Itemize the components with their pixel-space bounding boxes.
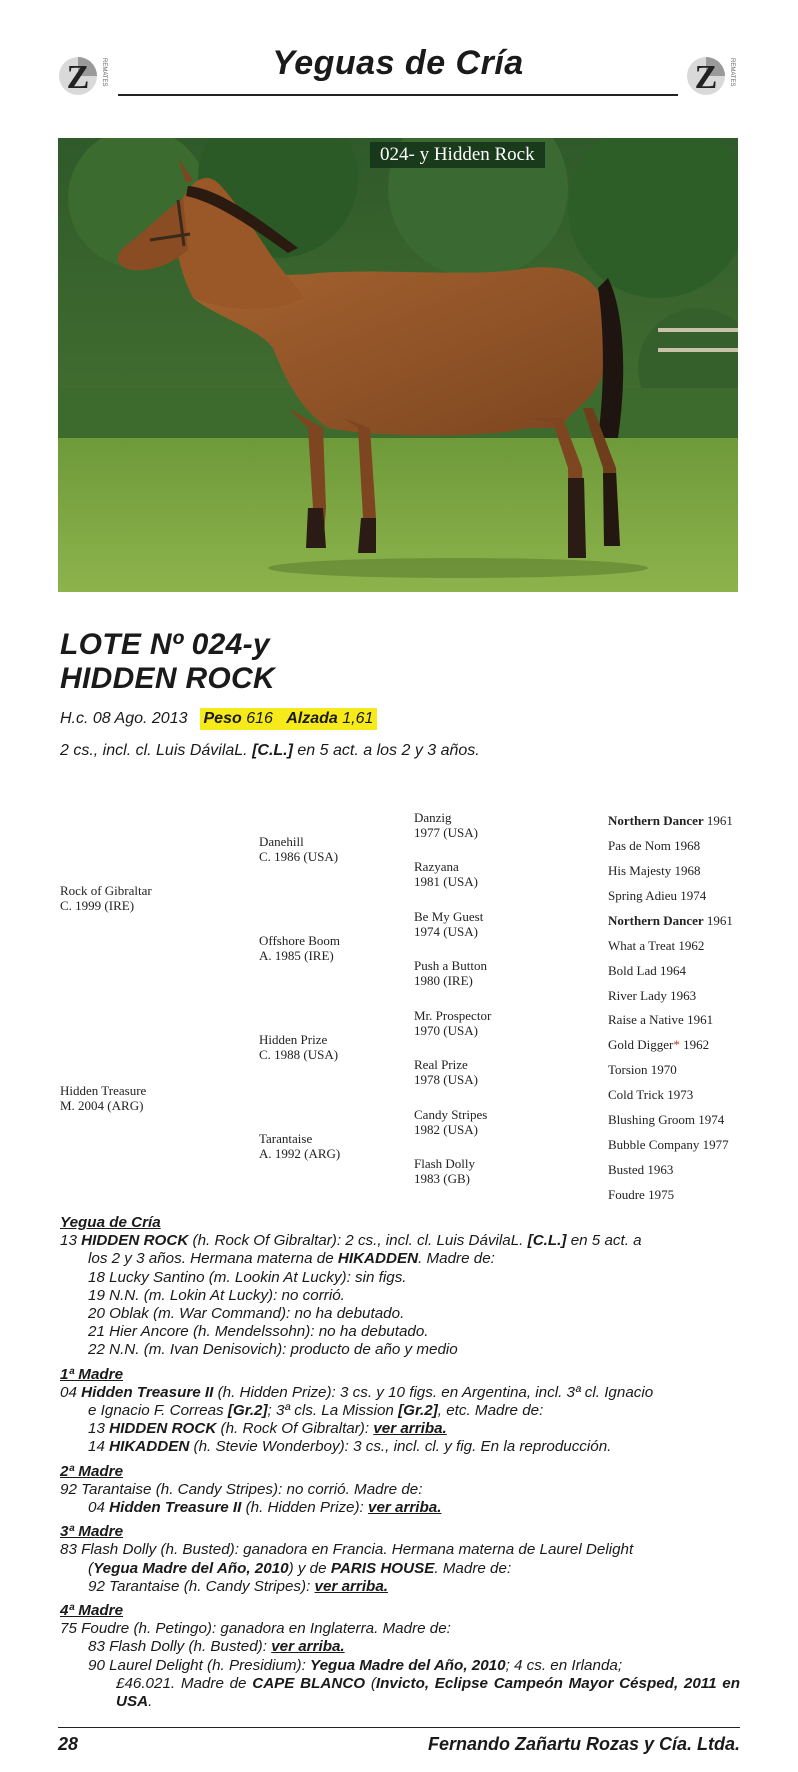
section-heading: 3ª Madre — [60, 1523, 124, 1541]
entry-text: £46.021. Madre de — [116, 1674, 247, 1692]
madre1-section — [60, 1366, 740, 1457]
pedigree-gen4-entry — [608, 888, 706, 903]
pedigree-horse-name: Candy Stripes — [414, 1107, 488, 1122]
pedigree-horse-name: Raise a Native — [608, 1012, 684, 1027]
pedigree-dam — [60, 1083, 146, 1113]
pedigree-horse-name: Flash Dolly — [414, 1156, 476, 1171]
pedigree-gen2 — [259, 834, 338, 864]
entry-text: los 2 y 3 años. Hermana materna de — [88, 1250, 334, 1268]
entry-text: , etc. Madre de: — [437, 1402, 544, 1420]
madre3-section — [60, 1523, 740, 1596]
pedigree-horse-year: 1961 — [706, 813, 733, 828]
page-number: 28 — [58, 1734, 79, 1754]
entry-text: en 5 act. a — [570, 1232, 642, 1250]
summary-text: 2 cs., incl. cl. Luis DávilaL. — [60, 742, 248, 759]
award-text: Yegua Madre del Año, 2010 — [93, 1559, 289, 1577]
family-line — [60, 1402, 740, 1420]
entry-text: . Madre de: — [418, 1250, 495, 1268]
logo-letter: Z — [694, 59, 718, 96]
pedigree-gen2 — [259, 933, 340, 963]
entry-text: ( — [88, 1559, 94, 1577]
pedigree-horse-name: Real Prize — [414, 1057, 468, 1072]
logo-word: REMATES — [101, 58, 107, 87]
pedigree-horse-name: Gold Digger — [608, 1037, 674, 1052]
pedigree-horse-year: 1962 — [678, 938, 705, 953]
horse-name: HIKADDEN — [337, 1250, 419, 1268]
pedigree-horse-year: 1963 — [647, 1162, 674, 1177]
pedigree-gen4-entry — [608, 913, 733, 928]
offspring-line: 18 Lucky Santino (m. Lookin At Lucky): sin figs. — [88, 1268, 407, 1286]
entry-class: [Gr.2] — [398, 1402, 438, 1420]
weight-height-badge — [200, 708, 378, 730]
family-line — [60, 1232, 740, 1250]
pedigree-horse-year: 1974 — [698, 1112, 725, 1127]
offspring-line: 20 Oblak (m. War Command): no ha debutado. — [88, 1305, 405, 1323]
pedigree-horse-name: Blushing Groom — [608, 1112, 696, 1127]
offspring-line: 21 Hier Ancore (h. Mendelssohn): no ha debutado. — [88, 1323, 429, 1341]
award-text: Invicto, Eclipse Campeón Mayor — [375, 1674, 614, 1692]
entry-text: (h. Hidden Prize): — [245, 1499, 364, 1517]
asterisk-mark: * — [673, 1037, 680, 1052]
entry-text: . Madre de: — [434, 1559, 512, 1577]
pedigree-horse-name: His Majesty — [608, 863, 672, 878]
horse-name: Hidden Treasure II — [109, 1499, 242, 1517]
pedigree-horse-name: Push a Button — [414, 958, 487, 973]
birth-info: H.c. 08 Ago. 2013 — [60, 710, 188, 727]
pedigree-gen4-entry — [608, 1112, 724, 1127]
pedigree-horse-name: Busted — [608, 1162, 645, 1177]
entry-number: 04 — [88, 1499, 105, 1517]
pedigree-horse-name: River Lady — [608, 988, 667, 1003]
entry-text: 92 Tarantaise (h. Candy Stripes): — [88, 1577, 311, 1595]
offspring-line — [60, 1420, 740, 1438]
offspring-line — [60, 1499, 740, 1517]
entry-text: ) y de — [288, 1559, 327, 1577]
pedigree-horse-info: C. 1986 (USA) — [259, 849, 339, 864]
entry-text: ( — [370, 1674, 376, 1692]
see-above-link[interactable]: ver arriba. — [373, 1420, 447, 1438]
family-line: 83 Flash Dolly (h. Busted): ganadora en Francia. Hermana materna de Laurel Delight — [60, 1541, 634, 1559]
pedigree-gen2 — [259, 1131, 340, 1161]
entry-text: 90 Laurel Delight (h. Presidium): — [88, 1656, 306, 1674]
pedigree-horse-year: 1973 — [667, 1087, 694, 1102]
see-above-link[interactable]: ver arriba. — [368, 1499, 442, 1517]
horse-name: HIKADDEN — [109, 1438, 190, 1456]
pedigree-horse-name: Be My Guest — [414, 909, 484, 924]
pedigree-gen4-entry — [608, 863, 700, 878]
pedigree-horse-year: 1961 — [687, 1012, 714, 1027]
pedigree-gen4-entry — [608, 1087, 693, 1102]
pedigree-gen4-entry — [608, 938, 704, 953]
pedigree-horse-name: Spring Adieu — [608, 888, 677, 903]
family-line — [60, 1560, 740, 1578]
pedigree-gen4-entry — [608, 813, 733, 828]
pedigree-gen3 — [414, 1156, 475, 1186]
entry-text: 83 Flash Dolly (h. Busted): — [88, 1638, 267, 1656]
photo-caption: 024- y Hidden Rock — [370, 142, 545, 168]
entry-number: 13 — [60, 1232, 77, 1250]
pedigree-horse-name: Tarantaise — [259, 1131, 313, 1146]
pedigree-horse-year: 1961 — [706, 913, 733, 928]
see-above-link[interactable]: ver arriba. — [314, 1577, 389, 1595]
pedigree-horse-name: Bold Lad — [608, 963, 657, 978]
entry-class: [Gr.2] — [227, 1402, 268, 1420]
section-heading: Yegua de Cría — [60, 1214, 161, 1231]
entry-text: ; 4 cs. en Irlanda; — [505, 1656, 623, 1674]
pedigree-horse-name: Foudre — [608, 1187, 645, 1202]
pedigree-horse-name: What a Treat — [608, 938, 676, 953]
horse-name: CAPE BLANCO — [252, 1674, 366, 1692]
header-divider — [118, 94, 678, 96]
pedigree-horse-name: Offshore Boom — [259, 933, 341, 948]
pedigree-gen4-entry — [608, 1137, 729, 1152]
page-header — [58, 44, 738, 102]
pedigree-horse-name: Pas de Nom — [608, 838, 671, 853]
pedigree-gen4-entry — [608, 1037, 709, 1052]
pedigree-horse-info: A. 1992 (ARG) — [259, 1146, 341, 1161]
madre4-section — [60, 1602, 740, 1711]
horse-name: HIDDEN ROCK — [109, 1420, 217, 1438]
section-heading: 4ª Madre — [60, 1602, 124, 1620]
peso-label: Peso — [203, 710, 242, 727]
pedigree-horse-info: 1982 (USA) — [414, 1122, 478, 1137]
race-summary — [60, 742, 480, 760]
horse-name: HIDDEN ROCK — [60, 662, 275, 695]
offspring-line: 19 N.N. (m. Lokin At Lucky): no corrió. — [88, 1286, 345, 1304]
pedigree-horse-name: Torsion — [608, 1062, 648, 1077]
entry-text: (h. Rock Of Gibraltar): — [220, 1420, 370, 1438]
offspring-line — [60, 1578, 740, 1596]
family-line — [60, 1384, 740, 1402]
pedigree-horse-info: 1981 (USA) — [414, 874, 478, 889]
pedigree-gen4-entry — [608, 1162, 673, 1177]
horse-name: Hidden Treasure II — [81, 1383, 214, 1401]
pedigree-gen3 — [414, 859, 478, 889]
pedigree-gen4-entry — [608, 988, 696, 1003]
pedigree-horse-info: 1977 (USA) — [414, 825, 478, 840]
entry-class: [C.L.] — [527, 1232, 567, 1250]
pedigree-gen4-entry — [608, 1012, 713, 1027]
pedigree-horse-info: 1983 (GB) — [414, 1171, 470, 1186]
remates-logo-icon — [686, 52, 738, 100]
pedigree-horse-info: M. 2004 (ARG) — [60, 1098, 144, 1113]
pedigree-gen4-entry — [608, 963, 686, 978]
family-section — [60, 1214, 740, 1717]
pedigree-horse-name: Hidden Treasure — [60, 1083, 147, 1098]
pedigree-horse-name: Cold Trick — [608, 1087, 664, 1102]
pedigree-gen4-entry — [608, 1187, 674, 1202]
pedigree-horse-year: 1964 — [660, 963, 686, 978]
alzada-label: Alzada — [286, 710, 338, 727]
pedigree-gen3 — [414, 958, 487, 988]
pedigree-horse-year: 1975 — [648, 1187, 675, 1202]
company-name: Fernando Zañartu Rozas y Cía. Ltda. — [427, 1734, 740, 1754]
alzada-value: 1,61 — [342, 710, 374, 727]
pedigree-horse-year: 1974 — [680, 888, 707, 903]
madre2-section — [60, 1463, 740, 1518]
family-line — [60, 1250, 740, 1268]
pedigree-gen4-entry — [608, 838, 700, 853]
pedigree-sire — [60, 883, 152, 913]
pedigree-horse-name: Northern Dancer — [608, 813, 704, 828]
lot-number: LOTE Nº 024-y — [60, 628, 270, 661]
pedigree-gen2 — [259, 1032, 338, 1062]
award-text: Yegua Madre del Año, 2010 — [310, 1656, 506, 1674]
pedigree-horse-info: C. 1999 (IRE) — [60, 898, 135, 913]
pedigree-gen3 — [414, 1107, 487, 1137]
offspring-line — [60, 1438, 740, 1456]
entry-text: e Ignacio F. Correas — [88, 1402, 224, 1420]
pedigree-horse-year: 1970 — [650, 1062, 677, 1077]
pedigree-horse-name: Razyana — [414, 859, 459, 874]
family-line: 92 Tarantaise (h. Candy Stripes): no corrió. Madre de: — [60, 1480, 423, 1498]
pedigree-horse-info: 1978 (USA) — [414, 1072, 478, 1087]
entry-number: 13 — [88, 1420, 105, 1438]
pedigree-horse-name: Rock of Gibraltar — [60, 883, 152, 898]
entry-text: . — [148, 1693, 153, 1711]
offspring-line: 22 N.N. (m. Ivan Denisovich): producto de año y medio — [88, 1341, 458, 1359]
pedigree-horse-year: 1963 — [670, 988, 697, 1003]
pedigree-horse-year: 1968 — [674, 863, 701, 878]
summary-class: [C.L.] — [252, 742, 293, 759]
offspring-line — [60, 1638, 740, 1656]
horse-photo — [58, 138, 738, 592]
page-title: Yeguas de Cría — [272, 44, 524, 82]
pedigree-gen3 — [414, 810, 478, 840]
summary-text-end: en 5 act. a los 2 y 3 años. — [297, 742, 480, 759]
pedigree-horse-name: Bubble Company — [608, 1137, 700, 1152]
pedigree-gen3 — [414, 909, 483, 939]
entry-text: ; 3ª cls. La Mission — [267, 1402, 394, 1420]
peso-value: 616 — [246, 710, 273, 727]
pedigree-horse-name: Hidden Prize — [259, 1032, 328, 1047]
section-heading: 2ª Madre — [60, 1462, 124, 1480]
yegua-section — [60, 1214, 740, 1360]
logo-letter: Z — [66, 59, 90, 96]
footer-divider — [58, 1727, 740, 1728]
pedigree-horse-name: Mr. Prospector — [414, 1008, 492, 1023]
pedigree-horse-year: 1977 — [702, 1137, 729, 1152]
offspring-line — [60, 1657, 740, 1712]
pedigree-horse-info: 1974 (USA) — [414, 924, 478, 939]
logo-word: REMATES — [729, 58, 735, 87]
entry-number: 14 — [88, 1438, 105, 1456]
pedigree-horse-info: A. 1985 (IRE) — [259, 948, 334, 963]
pedigree-gen3 — [414, 1008, 491, 1038]
pedigree-horse-info: 1970 (USA) — [414, 1023, 478, 1038]
family-line: 75 Foudre (h. Petingo): ganadora en Inglaterra. Madre de: — [60, 1620, 451, 1638]
entry-text: (h. Stevie Wonderboy): 3 cs., incl. cl. y fig. En la reproducción. — [193, 1438, 612, 1456]
birth-line — [60, 708, 377, 730]
pedigree-horse-name: Danehill — [259, 834, 304, 849]
pedigree-horse-year: 1962 — [683, 1037, 710, 1052]
see-above-link[interactable]: ver arriba. — [271, 1638, 345, 1656]
pedigree-horse-info: 1980 (IRE) — [414, 973, 473, 988]
horse-name: PARIS HOUSE — [330, 1559, 435, 1577]
pedigree-horse-name: Northern Dancer — [608, 913, 704, 928]
pedigree-horse-year: 1968 — [674, 838, 701, 853]
pedigree-horse-name: Danzig — [414, 810, 452, 825]
pedigree-horse-info: C. 1988 (USA) — [259, 1047, 339, 1062]
entry-number: 04 — [60, 1383, 77, 1401]
section-heading: 1ª Madre — [60, 1365, 124, 1383]
pedigree-gen3 — [414, 1057, 478, 1087]
award-text: Césped, 2011 en USA — [116, 1674, 740, 1711]
horse-name: HIDDEN ROCK — [81, 1232, 189, 1250]
pedigree-gen4-entry — [608, 1062, 677, 1077]
entry-text: (h. Rock Of Gibraltar): 2 cs., incl. cl. Luis DávilaL. — [192, 1232, 524, 1250]
entry-text: (h. Hidden Prize): 3 cs. y 10 figs. en Argentina, incl. 3ª cl. Ignacio — [217, 1383, 654, 1401]
